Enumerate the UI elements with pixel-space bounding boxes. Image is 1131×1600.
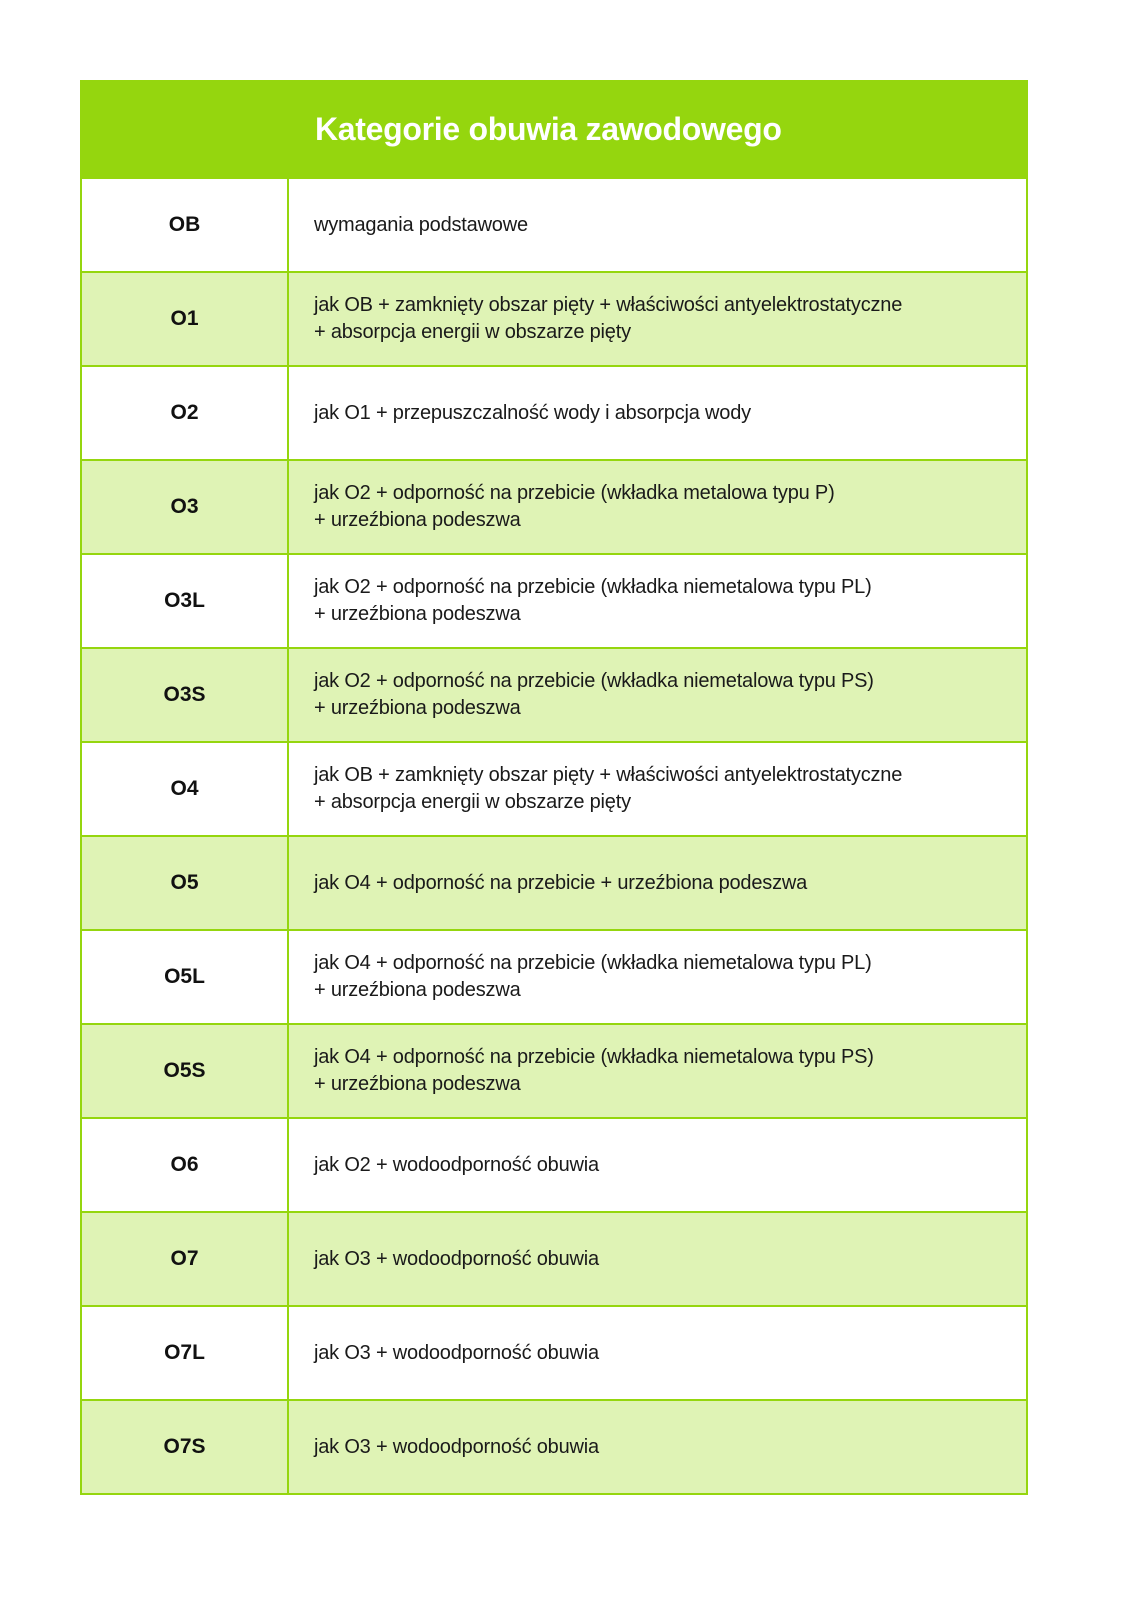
table-title: Kategorie obuwia zawodowego <box>315 111 782 147</box>
category-description: jak O3 + wodoodporność obuwia <box>314 1247 599 1270</box>
category-description: jak O4 + odporność na przebicie (wkładka niemetalowa typu PS) + urzeźbiona podeszwa <box>314 1046 874 1095</box>
category-description: jak O2 + odporność na przebicie (wkładka niemetalowa typu PS) + urzeźbiona podeszwa <box>314 670 874 719</box>
table-row <box>82 459 1026 553</box>
category-description: jak O4 + odporność na przebicie (wkładka niemetalowa typu PL) + urzeźbiona podeszwa <box>314 952 872 1001</box>
footwear-categories-table <box>80 80 1028 1495</box>
category-code: O3 <box>82 461 289 553</box>
category-code: O2 <box>82 367 289 459</box>
table-row <box>82 1211 1026 1305</box>
category-description: jak O2 + odporność na przebicie (wkładka metalowa typu P) + urzeźbiona podeszwa <box>314 482 835 531</box>
category-code: O5L <box>82 931 289 1023</box>
table-row <box>82 1023 1026 1117</box>
category-description: jak O3 + wodoodporność obuwia <box>314 1341 599 1364</box>
category-code: O6 <box>82 1119 289 1211</box>
table-header <box>82 82 1026 177</box>
table-row <box>82 741 1026 835</box>
category-code: O5S <box>82 1025 289 1117</box>
category-description: jak O2 + wodoodporność obuwia <box>314 1153 599 1176</box>
category-code: OB <box>82 179 289 271</box>
table-body <box>82 177 1026 1493</box>
category-code: O5 <box>82 837 289 929</box>
category-description: jak O3 + wodoodporność obuwia <box>314 1435 599 1458</box>
category-code: O4 <box>82 743 289 835</box>
category-description: jak O4 + odporność na przebicie + urzeźbiona podeszwa <box>314 871 808 894</box>
category-code: O7 <box>82 1213 289 1305</box>
table-row <box>82 1399 1026 1493</box>
table-row <box>82 929 1026 1023</box>
category-description: wymagania podstawowe <box>314 213 528 236</box>
category-code: O7L <box>82 1307 289 1399</box>
table-row <box>82 177 1026 271</box>
category-code: O7S <box>82 1401 289 1493</box>
table-row <box>82 835 1026 929</box>
table-row <box>82 271 1026 365</box>
table-row <box>82 1305 1026 1399</box>
category-code: O3L <box>82 555 289 647</box>
table-row <box>82 553 1026 647</box>
table-row <box>82 365 1026 459</box>
category-code: O1 <box>82 273 289 365</box>
category-description: jak OB + zamknięty obszar pięty + właściwości antyelektrostatyczne + absorpcja energii w obszarze pięty <box>314 764 903 813</box>
category-description: jak O2 + odporność na przebicie (wkładka niemetalowa typu PL) + urzeźbiona podeszwa <box>314 576 872 625</box>
category-description: jak OB + zamknięty obszar pięty + właściwości antyelektrostatyczne + absorpcja energii w obszarze pięty <box>314 294 903 343</box>
table-row <box>82 1117 1026 1211</box>
category-description: jak O1 + przepuszczalność wody i absorpcja wody <box>314 401 751 424</box>
table-row <box>82 647 1026 741</box>
category-code: O3S <box>82 649 289 741</box>
